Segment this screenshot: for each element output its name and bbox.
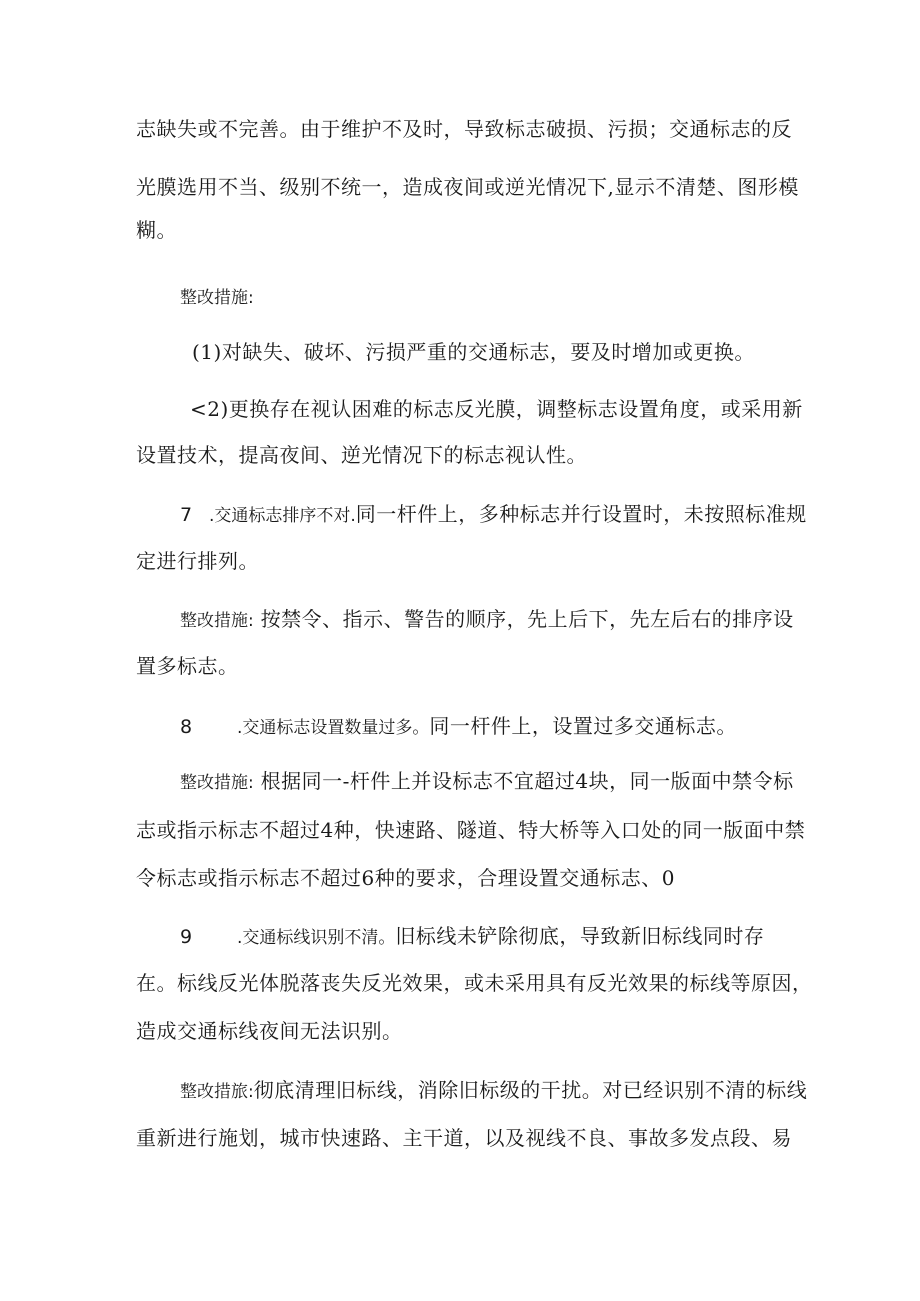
measures-text: 彻底清理旧标线，消除旧标级的干扰。对已经识别不清的标线 — [253, 1078, 808, 1102]
section-number: 9 — [180, 926, 193, 948]
measures-label: 整改措施: — [180, 288, 254, 308]
measures-7 — [180, 605, 794, 635]
paragraph-line: 在。标线反光体脱落丧失反光效果，或未采用具有反光效果的标线等原因， — [136, 971, 813, 995]
measures-label: 整改措施: — [180, 611, 254, 631]
paragraph-line: 光膜选用不当、级别不统一，造成夜间或逆光情况下,显示不清楚、图形模 — [136, 175, 799, 199]
measures-text: 按禁令、指示、警告的顺序，先上后下，先左后右的排序设 — [260, 607, 794, 631]
paragraph-line: 重新进行施划，城市快速路、主干道，以及视线不良、事故多发点段、易 — [136, 1126, 792, 1150]
section-number: 7 — [180, 504, 193, 526]
section-text: 同一杆件上，设置过多交通标志。 — [429, 714, 737, 738]
measure-item-2-line: 设置技术，提高夜间、逆光情况下的标志视认性。 — [136, 443, 587, 467]
section-title: .交通标志排序不对. — [208, 506, 356, 526]
measure-item-1: (1)对缺失、破坏、污损严重的交通标志，要及时增加或更换。 — [192, 340, 755, 364]
section-8-heading — [180, 712, 737, 742]
section-number: 8 — [180, 716, 193, 738]
paragraph-line: 定进行排列。 — [136, 549, 259, 573]
measures-label: 整改措旅: — [180, 1082, 254, 1102]
measures-9 — [180, 1076, 807, 1106]
section-text: 同一杆件上，多种标志并行设置时，未按照标准规 — [355, 502, 807, 526]
section-text: 旧标线未铲除彻底，导致新旧标线同时存 — [395, 924, 765, 948]
paragraph-line: 志缺失或不完善。由于维护不及时，导致标志破损、污损；交通标志的反 — [136, 117, 792, 141]
paragraph-line: 造成交通标线夜间无法识别。 — [136, 1019, 403, 1043]
measure-item-2-line: <2)更换存在视认困难的标志反光膜，调整标志设置角度，或采用新 — [190, 397, 803, 421]
measures-label: 整改措施: — [180, 773, 254, 793]
section-7-heading — [180, 500, 807, 530]
section-title: .交通标线识别不清。 — [236, 928, 396, 948]
measures-8 — [180, 767, 794, 797]
measures-text: 根据同一-杆件上并设标志不宜超过4块，同一版面中禁令标 — [260, 769, 794, 793]
paragraph-line: 令标志或指示标志不超过6种的要求，合理设置交通标志、0 — [136, 866, 675, 890]
paragraph-line: 糊。 — [136, 218, 177, 242]
paragraph-line: 志或指示标志不超过4种，快速路、隧道、特大桥等入口处的同一版面中禁 — [136, 818, 806, 842]
paragraph-line: 置多标志。 — [136, 654, 239, 678]
section-9-heading — [180, 922, 764, 952]
section-title: .交通标志设置数量过多。 — [236, 718, 430, 738]
